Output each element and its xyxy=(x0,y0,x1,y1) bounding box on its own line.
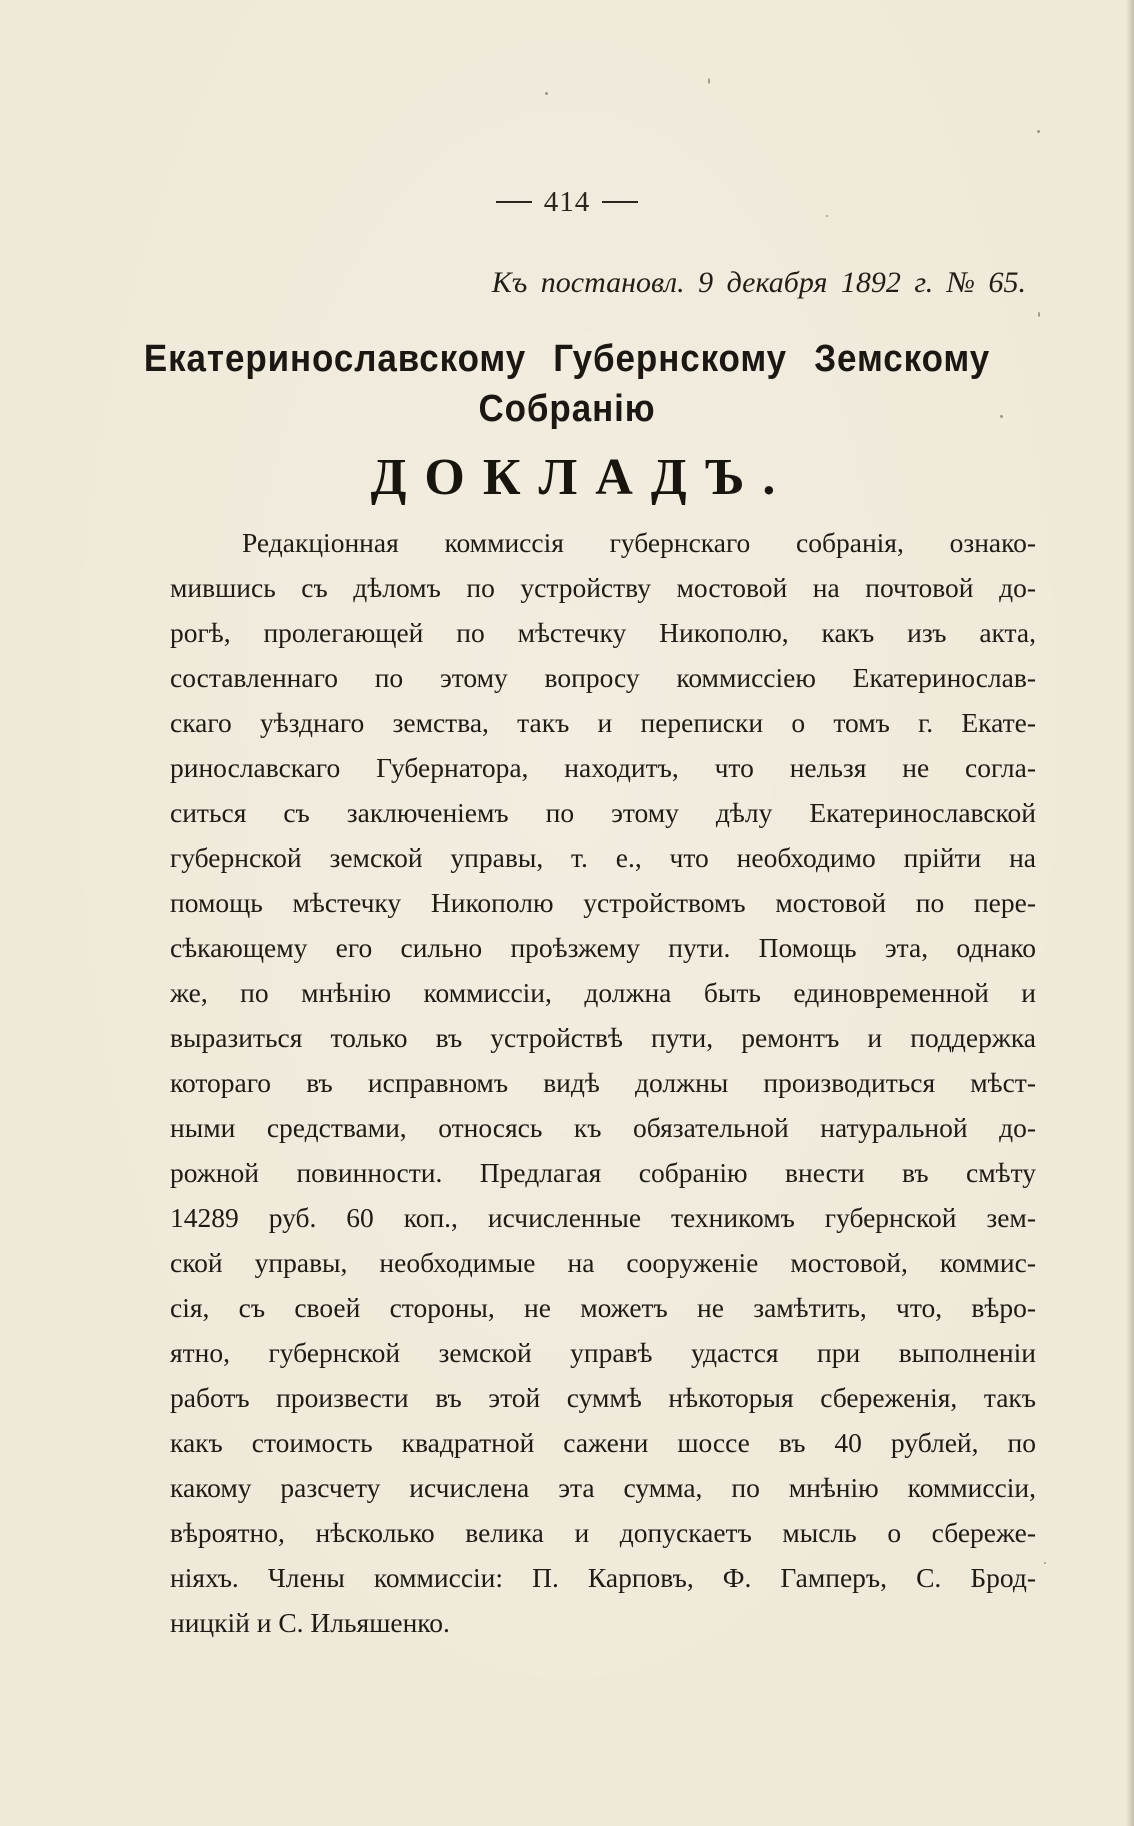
heading-line-2: Собранію xyxy=(478,388,656,430)
paper-speck xyxy=(1044,1562,1046,1564)
page-number-dash-right xyxy=(602,201,638,203)
body-line: вѣроятно, нѣсколько велика и допускаетъ мысль о сбереже- xyxy=(170,1517,1036,1548)
body-line: ницкій и С. Ильяшенко. xyxy=(170,1607,450,1638)
body-line: составленнаго по этому вопросу коммиссіею Екатеринослав- xyxy=(170,662,1036,693)
body-line: сія, съ своей стороны, не можетъ не замѣтить, что, вѣро- xyxy=(170,1292,1036,1323)
paper-speck xyxy=(1037,130,1040,133)
body-line: же, по мнѣнію коммиссіи, должна быть единовременной и xyxy=(170,977,1036,1008)
body-line: помощь мѣстечку Никополю устройствомъ мостовой по пере- xyxy=(170,887,1036,918)
resolution-reference: Къ постановл. 9 декабря 1892 г. № 65. xyxy=(491,266,1026,299)
body-line: выразиться только въ устройствѣ пути, ремонтъ и поддержка xyxy=(170,1022,1036,1053)
page-number-text: 414 xyxy=(543,186,591,218)
page-number-dash-left xyxy=(496,201,532,203)
paper-speck xyxy=(1000,415,1003,418)
body-line: какъ стоимость квадратной сажени шоссе въ 40 рублей, по xyxy=(170,1427,1036,1458)
body-line: какому разсчету исчислена эта сумма, по мнѣнію коммиссіи, xyxy=(170,1472,1036,1503)
body-line: скаго уѣзднаго земства, такъ и переписки о томъ г. Екате- xyxy=(170,707,1036,738)
heading-line-1: Екатеринославскому Губернскому Земскому xyxy=(143,338,991,380)
body-line: мившись съ дѣломъ по устройству мостовой на почтовой до- xyxy=(170,572,1036,603)
body-line: ными средствами, относясь къ обязательной натуральной до- xyxy=(170,1112,1036,1143)
body-line: губернской земской управы, т. е., что необходимо прійти на xyxy=(170,842,1036,873)
body-line: рожной повинности. Предлагая собранію внести въ смѣту xyxy=(170,1157,1036,1188)
body-line: ніяхъ. Члены коммиссіи: П. Карповъ, Ф. Гамперъ, С. Брод- xyxy=(170,1562,1036,1593)
body-line: котораго въ исправномъ видѣ должны производиться мѣст- xyxy=(170,1067,1036,1098)
body-line: Редакціонная коммиссія губернскаго собранія, ознако- xyxy=(242,527,1036,558)
body-line: ской управы, необходимые на сооруженіе мостовой, коммис- xyxy=(170,1247,1036,1278)
body-line: ринославскаго Губернатора, находитъ, что нельзя не согла- xyxy=(170,752,1036,783)
paper-speck xyxy=(708,78,710,84)
body-line: работъ произвести въ этой суммѣ нѣкоторыя сбереженія, такъ xyxy=(170,1382,1036,1413)
body-line: 14289 руб. 60 коп., исчисленные техникомъ губернской зем- xyxy=(170,1202,1036,1233)
body-line: ситься съ заключеніемъ по этому дѣлу Екатеринославской xyxy=(170,797,1036,828)
page-edge-shadow xyxy=(1126,0,1134,1826)
paper-speck xyxy=(545,92,548,95)
body-line: рогѣ, пролегающей по мѣстечку Никополю, какъ изъ акта, xyxy=(170,617,1036,648)
paper-speck xyxy=(826,215,828,217)
report-body xyxy=(170,520,1036,1645)
body-line: сѣкающему его сильно проѣзжему пути. Помощь эта, однако xyxy=(170,932,1036,963)
body-line: ятно, губернской земской управѣ удастся при выполненіи xyxy=(170,1337,1036,1368)
paper-speck xyxy=(1038,312,1040,317)
page-number xyxy=(0,186,1134,219)
report-title: ДОКЛАДЪ. xyxy=(370,449,794,506)
